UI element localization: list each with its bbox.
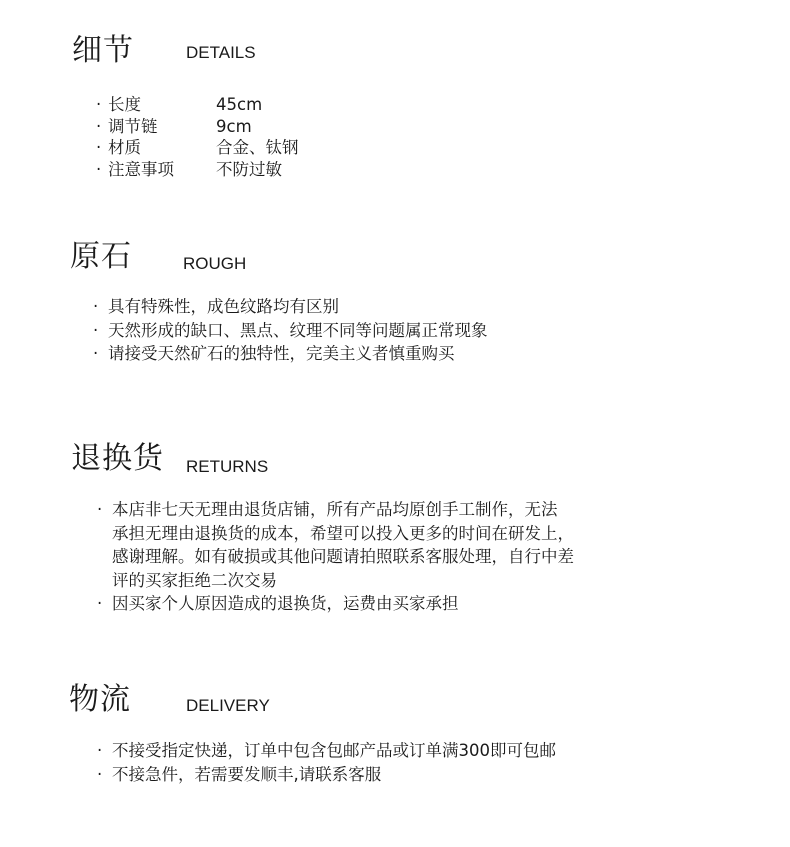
spec-key: 材质	[108, 138, 141, 157]
bullet-dot: ·	[93, 320, 99, 340]
rough-subtitle: ROUGH	[183, 254, 247, 273]
list-item-text: 不接受指定快递，订单中包含包邮产品或订单满300即可包邮	[112, 741, 556, 760]
bullet-dot: ·	[96, 138, 102, 157]
list-item	[97, 739, 556, 763]
bullet-dot: ·	[97, 741, 103, 760]
bullet-dot: ·	[93, 344, 99, 363]
returns-subtitle: RETURNS	[186, 457, 269, 476]
details-title: 细节	[72, 33, 134, 68]
spec-key: 长度	[108, 95, 141, 114]
spec-key: 注意事项	[108, 159, 174, 179]
text-line: 承担无理由退换货的成本，希望可以投入更多的时间在研发上，	[112, 523, 574, 543]
text-line: 感谢理解。如有破损或其他问题请拍照联系客服处理，自行中差	[112, 547, 574, 566]
rough-title: 原石	[70, 239, 132, 274]
spec-key: 调节链	[108, 116, 158, 136]
spec-value: 45cm	[216, 95, 263, 114]
bullet-dot: ·	[97, 594, 103, 613]
delivery-subtitle: DELIVERY	[186, 696, 270, 715]
bullet-dot: ·	[96, 95, 102, 114]
spec-value: 不防过敏	[216, 159, 282, 179]
bullet-dot: ·	[96, 159, 102, 179]
spec-value: 合金、钛钢	[216, 138, 299, 157]
bullet-dot: ·	[97, 764, 103, 784]
bullet-dot: ·	[96, 116, 102, 136]
spec-value: 9cm	[216, 116, 252, 136]
list-item-text: 不接急件，若需要发顺丰,请联系客服	[112, 764, 382, 784]
bullet-dot: ·	[97, 500, 103, 519]
text-line: 因买家个人原因造成的退换货，运费由买家承担	[112, 594, 459, 613]
bullet-dot: ·	[93, 297, 99, 316]
list-item-text: 天然形成的缺口、黑点、纹理不同等问题属正常现象	[108, 320, 488, 340]
delivery-title: 物流	[69, 682, 131, 717]
text-line: 评的买家拒绝二次交易	[112, 570, 277, 590]
returns-title: 退换货	[71, 441, 164, 476]
delivery-list	[97, 739, 556, 786]
list-item-text: 具有特殊性，成色纹路均有区别	[108, 297, 339, 316]
text-line: 本店非七天无理由退货店铺，所有产品均原创手工制作，无法	[112, 500, 558, 519]
list-item	[97, 763, 556, 787]
details-subtitle: DETAILS	[186, 43, 256, 62]
list-item-text: 请接受天然矿石的独特性，完美主义者慎重购买	[108, 344, 455, 363]
